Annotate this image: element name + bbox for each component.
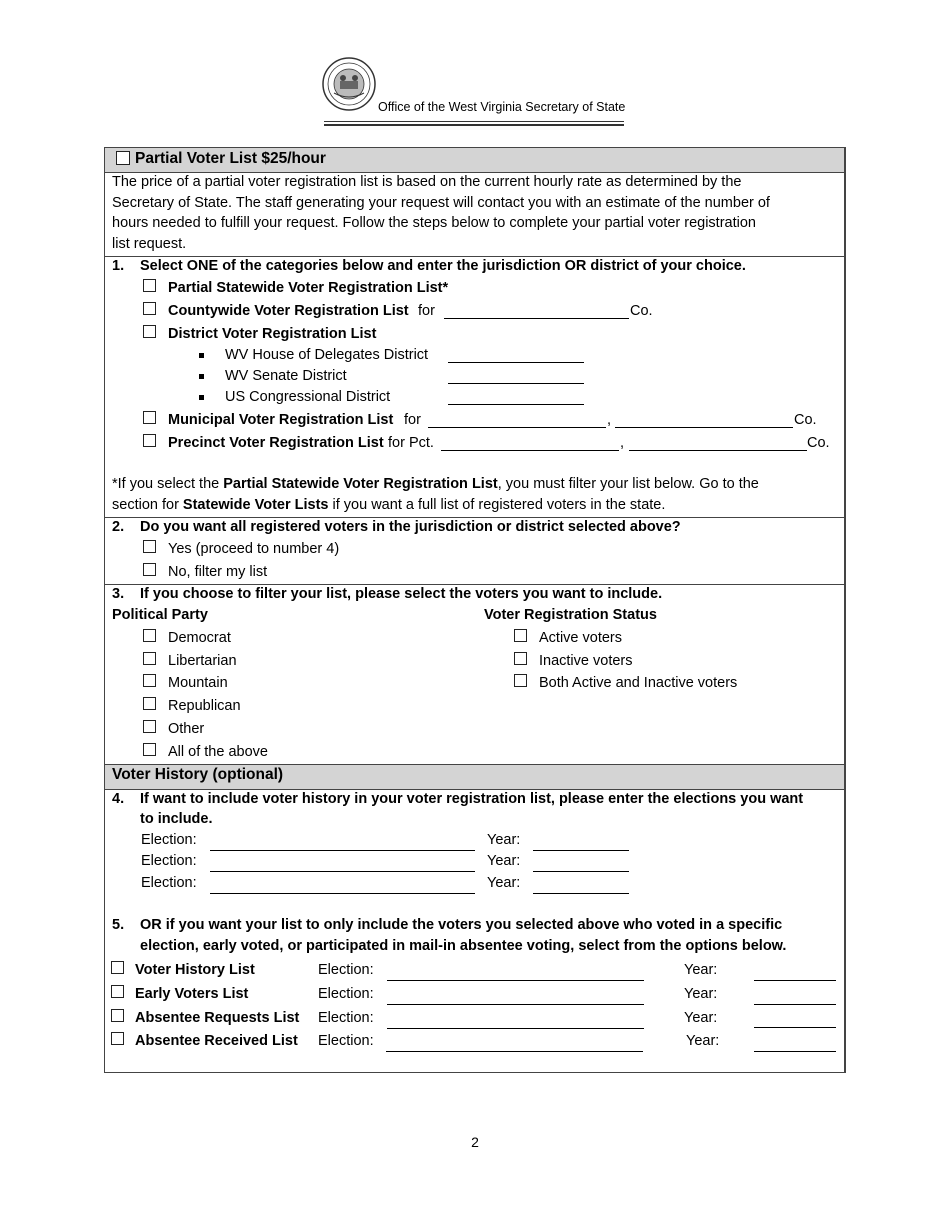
election-label: Election:	[318, 1010, 374, 1026]
precinct-field[interactable]	[441, 450, 619, 451]
letterhead	[322, 57, 627, 127]
party-libertarian: Libertarian	[168, 653, 237, 669]
yes-label: Yes (proceed to number 4)	[168, 541, 340, 557]
option-year-field[interactable]	[754, 1027, 836, 1028]
description-line: hours needed to fulfill your request. Follow the steps below to complete your partial voter registration	[112, 215, 756, 231]
statewide-checkbox[interactable]	[143, 279, 156, 292]
election-label: Election:	[141, 832, 197, 848]
countywide-checkbox[interactable]	[143, 302, 156, 315]
no-filter-label: No, filter my list	[168, 564, 268, 580]
statewide-note-line2: section for Statewide Voter Lists if you want a full list of registered voters in the state.	[112, 497, 666, 513]
step2-number: 2.	[112, 519, 125, 535]
municipality-field[interactable]	[428, 427, 606, 428]
other-party-checkbox[interactable]	[143, 720, 156, 733]
senate-district-field[interactable]	[448, 383, 584, 384]
congressional-district-field[interactable]	[448, 404, 584, 405]
year-label: Year:	[487, 875, 521, 891]
all-parties-checkbox[interactable]	[143, 743, 156, 756]
early-voters-list-checkbox[interactable]	[111, 985, 124, 998]
partial-list-title: Partial Voter List $25/hour	[135, 150, 326, 167]
step3-number: 3.	[112, 586, 125, 602]
precinct-option: Precinct Voter Registration List	[168, 435, 384, 451]
municipal-option: Municipal Voter Registration List	[168, 412, 394, 428]
yes-checkbox[interactable]	[143, 540, 156, 553]
district-checkbox[interactable]	[143, 325, 156, 338]
party-all: All of the above	[168, 744, 268, 760]
countywide-option: Countywide Voter Registration List	[168, 303, 409, 319]
district-option: District Voter Registration List	[168, 326, 377, 342]
step1-question: Select ONE of the categories below and enter the jurisdiction OR district of your choice.	[140, 258, 746, 274]
precinct-county-field[interactable]	[629, 450, 807, 451]
co-label: Co.	[794, 412, 817, 428]
partial-voter-list-form	[104, 147, 846, 1073]
option-voter-history-list: Voter History List	[135, 962, 255, 978]
history-election-field[interactable]	[210, 850, 475, 851]
libertarian-checkbox[interactable]	[143, 652, 156, 665]
option-year-field[interactable]	[754, 1051, 836, 1052]
precinct-for-pct: for Pct.	[388, 435, 434, 451]
mountain-checkbox[interactable]	[143, 674, 156, 687]
election-label: Election:	[141, 875, 197, 891]
county-field[interactable]	[444, 318, 629, 319]
step1-number: 1.	[112, 258, 125, 274]
bullet	[199, 374, 204, 379]
absentee-received-list-checkbox[interactable]	[111, 1032, 124, 1045]
step4-question-line1: If want to include voter history in your voter registration list, please enter the elections you want	[140, 791, 804, 807]
header-rule	[324, 121, 624, 122]
year-label: Year:	[487, 853, 521, 869]
option-absentee-received-list: Absentee Received List	[135, 1033, 298, 1049]
history-year-field[interactable]	[533, 850, 629, 851]
voter-history-list-checkbox[interactable]	[111, 961, 124, 974]
year-label: Year:	[684, 1010, 718, 1026]
election-label: Election:	[318, 962, 374, 978]
option-absentee-requests-list: Absentee Requests List	[135, 1010, 300, 1026]
co-label: Co.	[630, 303, 653, 319]
history-election-field[interactable]	[210, 871, 475, 872]
step3-question: If you choose to filter your list, please select the voters you want to include.	[140, 586, 663, 602]
year-label: Year:	[487, 832, 521, 848]
year-label: Year:	[686, 1033, 720, 1049]
comma: ,	[620, 435, 625, 451]
voter-history-title: Voter History (optional)	[112, 766, 284, 783]
no-filter-checkbox[interactable]	[143, 563, 156, 576]
democrat-checkbox[interactable]	[143, 629, 156, 642]
inactive-voters-checkbox[interactable]	[514, 652, 527, 665]
election-label: Election:	[318, 986, 374, 1002]
description-line: list request.	[112, 236, 187, 252]
party-democrat: Democrat	[168, 630, 231, 646]
statewide-option: Partial Statewide Voter Registration List*	[168, 280, 449, 296]
statewide-note-line1: *If you select the Partial Statewide Voter Registration List, you must filter your list below. Go to the	[112, 476, 759, 492]
step4-number: 4.	[112, 791, 125, 807]
active-voters-checkbox[interactable]	[514, 629, 527, 642]
district-senate: WV Senate District	[225, 368, 347, 384]
election-label: Election:	[141, 853, 197, 869]
municipal-county-field[interactable]	[615, 427, 793, 428]
both-statuses-checkbox[interactable]	[514, 674, 527, 687]
bullet	[199, 353, 204, 358]
header-rule-thick	[324, 124, 624, 126]
district-congressional: US Congressional District	[225, 389, 391, 405]
status-heading: Voter Registration Status	[484, 607, 657, 623]
absentee-requests-list-checkbox[interactable]	[111, 1009, 124, 1022]
history-year-field[interactable]	[533, 871, 629, 872]
co-label: Co.	[807, 435, 830, 451]
option-year-field[interactable]	[754, 980, 836, 981]
option-year-field[interactable]	[754, 1004, 836, 1005]
bullet	[199, 395, 204, 400]
option-election-field[interactable]	[387, 1004, 644, 1005]
party-republican: Republican	[168, 698, 241, 714]
comma: ,	[607, 412, 612, 428]
option-election-field[interactable]	[387, 1028, 644, 1029]
party-other: Other	[168, 721, 205, 737]
partial-list-checkbox[interactable]	[116, 151, 130, 165]
district-house: WV House of Delegates District	[225, 347, 429, 363]
party-heading: Political Party	[112, 607, 208, 623]
status-inactive: Inactive voters	[539, 653, 633, 669]
history-year-field[interactable]	[533, 893, 629, 894]
election-label: Election:	[318, 1033, 374, 1049]
municipal-for: for	[404, 412, 421, 428]
description-line: Secretary of State. The staff generating your request will contact you with an estimate of the number of	[112, 195, 770, 211]
page-number: 2	[471, 1134, 479, 1150]
description-line: The price of a partial voter registration list is based on the current hourly rate as determined by the	[112, 174, 742, 190]
status-active: Active voters	[539, 630, 622, 646]
precinct-checkbox[interactable]	[143, 434, 156, 447]
option-election-field[interactable]	[387, 980, 644, 981]
republican-checkbox[interactable]	[143, 697, 156, 710]
status-both: Both Active and Inactive voters	[539, 675, 738, 691]
step5-question-line2: election, early voted, or participated in mail-in absentee voting, select from the options below.	[140, 938, 787, 954]
countywide-for: for	[418, 303, 435, 319]
state-seal-icon	[322, 57, 376, 111]
step4-question-line2: to include.	[140, 811, 213, 827]
year-label: Year:	[684, 986, 718, 1002]
year-label: Year:	[684, 962, 718, 978]
history-election-field[interactable]	[210, 893, 475, 894]
office-name: Office of the West Virginia Secretary of State	[378, 100, 626, 114]
house-district-field[interactable]	[448, 362, 584, 363]
municipal-checkbox[interactable]	[143, 411, 156, 424]
option-election-field[interactable]	[386, 1051, 643, 1052]
step5-number: 5.	[112, 917, 125, 933]
step2-question: Do you want all registered voters in the jurisdiction or district selected above?	[140, 519, 681, 535]
step5-question-line1: OR if you want your list to only include the voters you selected above who voted in a specific	[140, 917, 783, 933]
party-mountain: Mountain	[168, 675, 228, 691]
option-early-voters-list: Early Voters List	[135, 986, 249, 1002]
